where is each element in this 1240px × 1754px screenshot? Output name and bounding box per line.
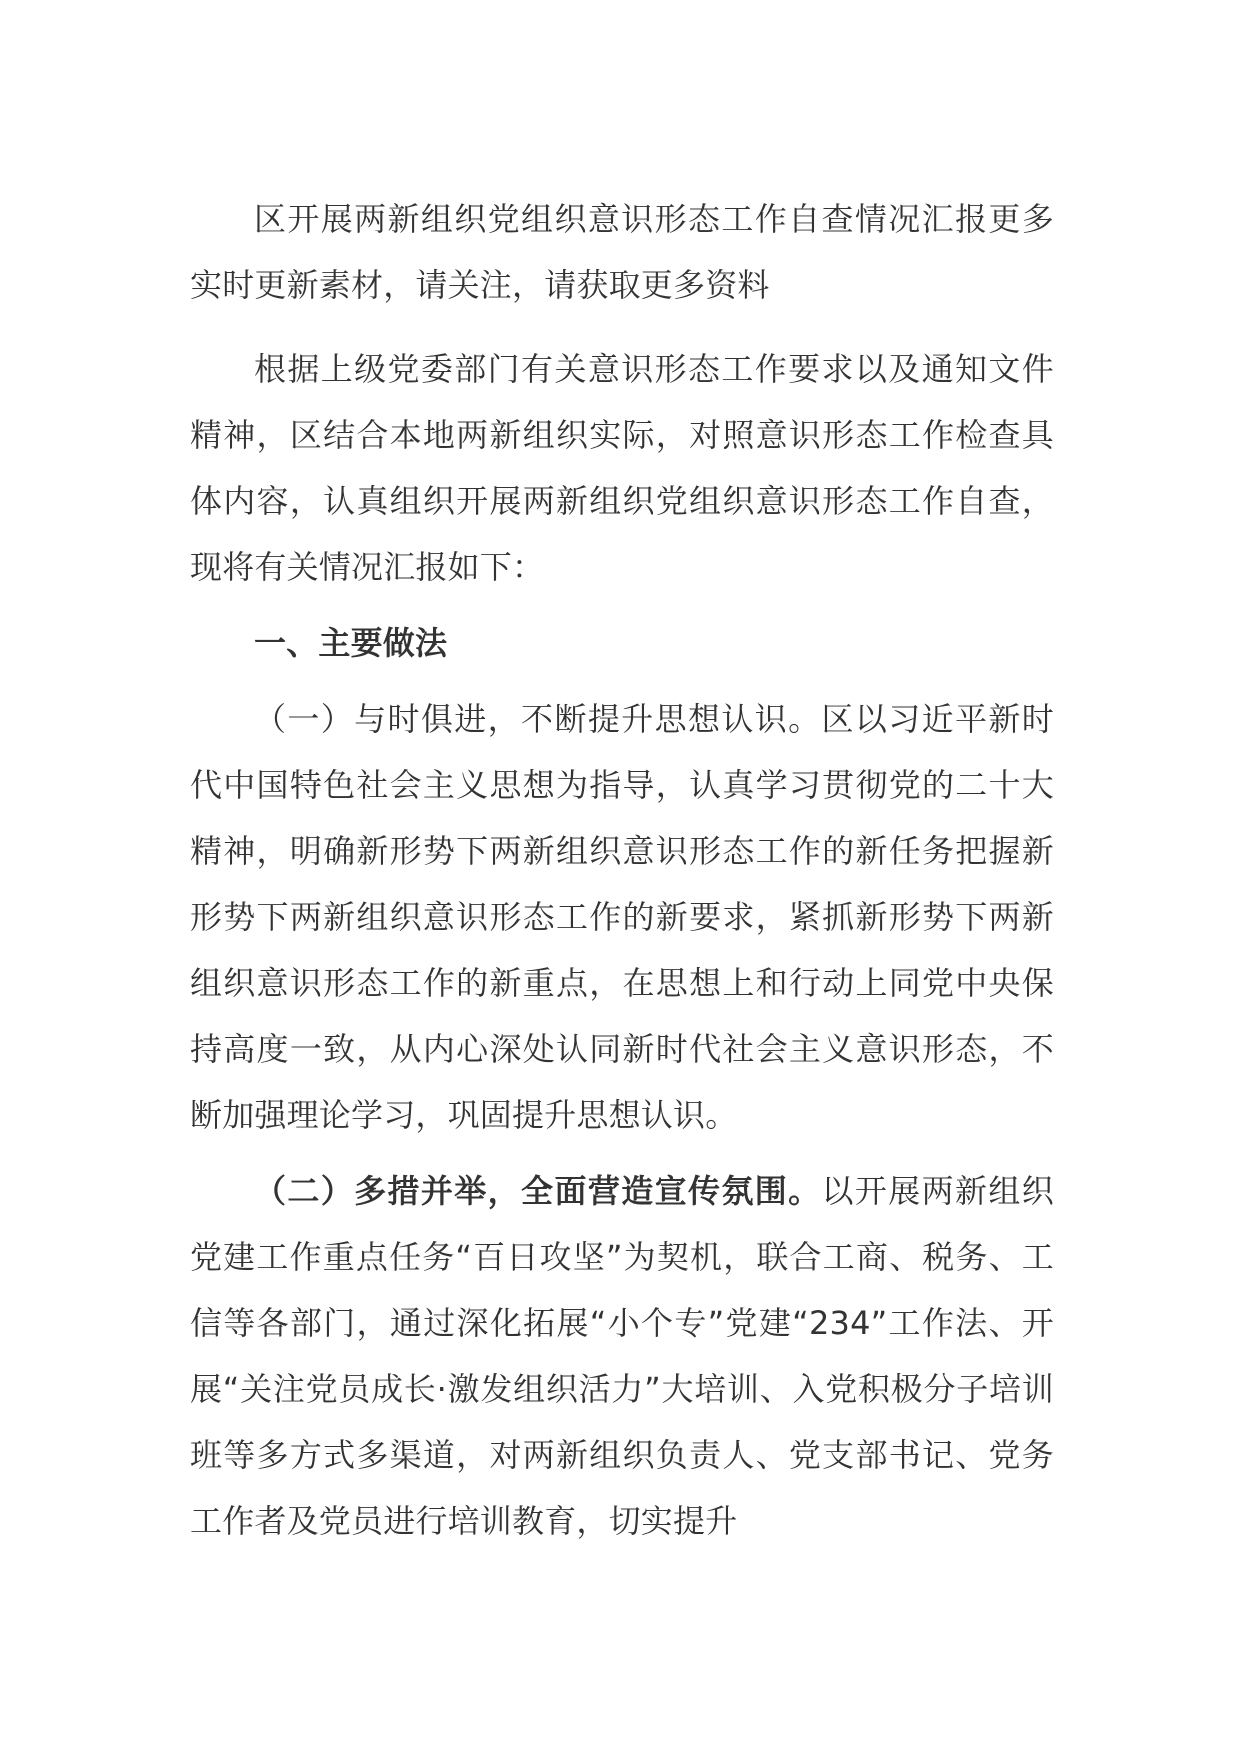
document-title: 区开展两新组织党组织意识形态工作自查情况汇报更多实时更新素材，请关注，请获取更多资料 [190,200,1054,304]
section-heading: 一、主要做法 [254,624,448,662]
intro-paragraph: 根据上级党委部门有关意识形态工作要求以及通知文件精神，区结合本地两新组织实际，对照意识形态工作检查具体内容，认真组织开展两新组织党组织意识形态工作自查，现将有关情况汇报如下： [190,350,1054,586]
document-body [190,186,1054,1554]
section-2-body: 以开展两新组织党建工作重点任务“百日攻坚”为契机，联合工商、税务、工信等各部门，通过深化拓展“小个专”党建“234”工作法、开展“关注党员成长·激发组织活力”大培训、入党积极分子培训班等多方式多渠道，对两新组织负责人、党支部书记、党务工作者及党员进行培训教育，切实提升 [190,1172,1054,1540]
section-2-paragraph [190,1158,1054,1554]
section-2-lead: （二）多措并举，全面营造宣传氛围。 [254,1172,822,1210]
section-1-paragraph: （一）与时俱进，不断提升思想认识。区以习近平新时代中国特色社会主义思想为指导，认真学习贯彻党的二十大精神，明确新形势下两新组织意识形态工作的新任务把握新形势下两新组织意识形态工作的新要求，紧抓新形势下两新组织意识形态工作的新重点，在思想上和行动上同党中央保持高度一致，从内心深处认同新时代社会主义意识形态，不断加强理论学习，巩固提升思想认识。 [190,700,1054,1134]
